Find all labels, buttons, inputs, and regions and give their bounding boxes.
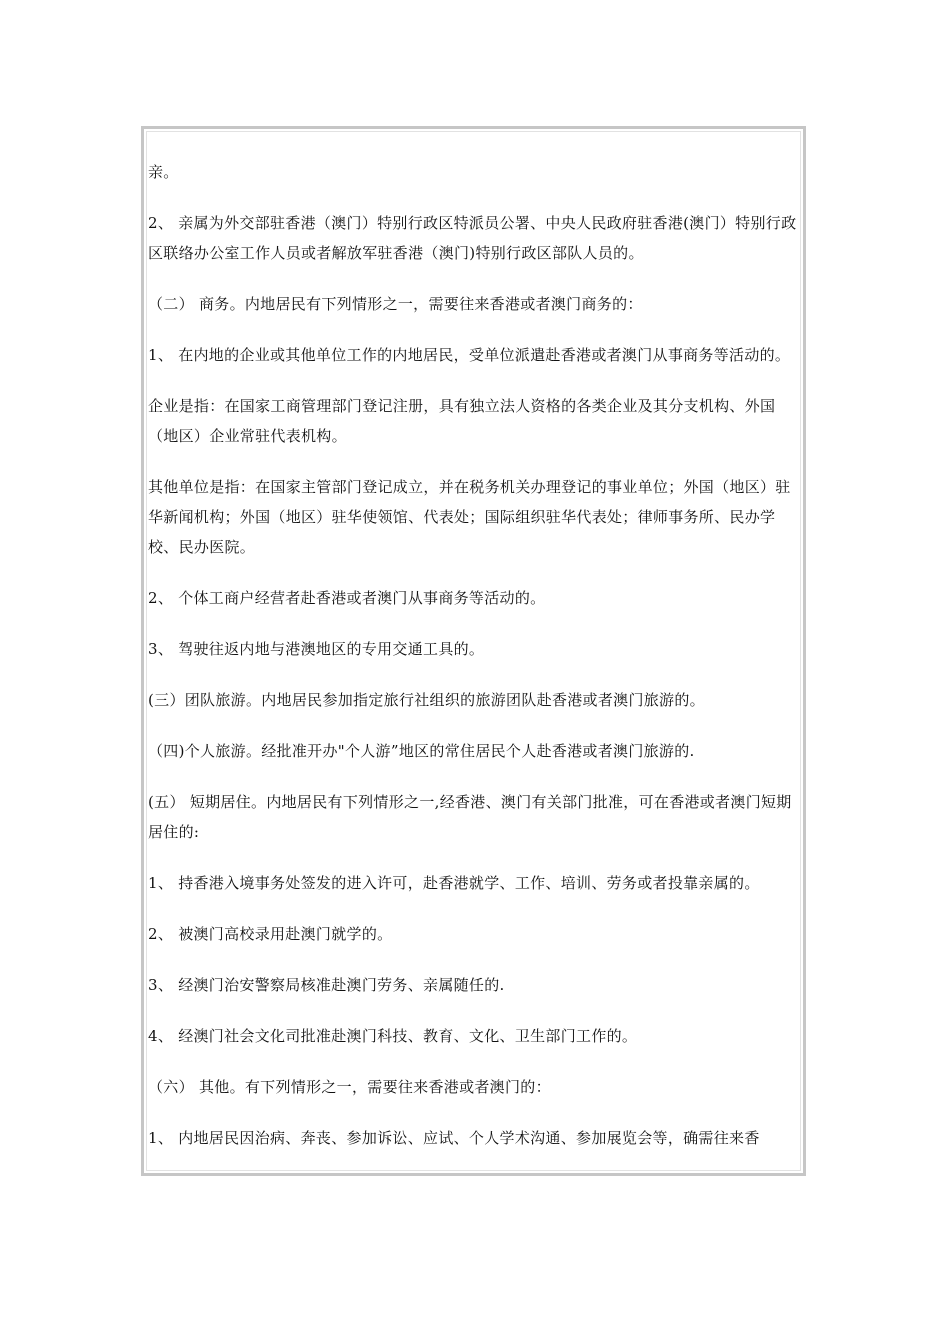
- paragraph: （二） 商务。内地居民有下列情形之一，需要往来香港或者澳门商务的：: [148, 295, 643, 313]
- paragraph: 2、 亲属为外交部驻香港（澳门）特别行政区特派员公署、中央人民政府驻香港(澳门）特别行政区联络办公室工作人员或者解放军驻香港（澳门)特别行政区部队人员的。: [148, 214, 797, 262]
- paragraph: 4、 经澳门社会文化司批准赴澳门科技、教育、文化、卫生部门工作的。: [148, 1027, 638, 1045]
- paragraph: （六） 其他。有下列情形之一，需要往来香港或者澳门的：: [148, 1078, 551, 1096]
- paragraph: 3、 经澳门治安警察局核准赴澳门劳务、亲属随任的.: [148, 976, 505, 994]
- paragraph: (五） 短期居住。内地居民有下列情形之一,经香港、澳门有关部门批准，可在香港或者澳门短期居住的:: [148, 793, 792, 841]
- document-frame: [141, 126, 806, 1176]
- document-body: [148, 157, 797, 1174]
- paragraph: 1、 内地居民因治病、奔丧、参加诉讼、应试、个人学术沟通、参加展览会等，确需往来香: [148, 1129, 760, 1147]
- paragraph: （四)个人旅游。经批准开办"个人游”地区的常住居民个人赴香港或者澳门旅游的.: [148, 742, 695, 760]
- paragraph: 其他单位是指：在国家主管部门登记成立，并在税务机关办理登记的事业单位；外国（地区）驻华新闻机构；外国（地区）驻华使领馆、代表处；国际组织驻华代表处；律师事务所、民办学校、民办医院。: [148, 478, 791, 556]
- paragraph: 企业是指：在国家工商管理部门登记注册，具有独立法人资格的各类企业及其分支机构、外国（地区）企业常驻代表机构。: [148, 397, 776, 445]
- paragraph: 2、 个体工商户经营者赴香港或者澳门从事商务等活动的。: [148, 589, 546, 607]
- paragraph: 1、 在内地的企业或其他单位工作的内地居民，受单位派遣赴香港或者澳门从事商务等活动的。: [148, 346, 791, 364]
- paragraph: 亲。: [148, 163, 179, 181]
- paragraph: 3、 驾驶往返内地与港澳地区的专用交通工具的。: [148, 640, 485, 658]
- paragraph: (三）团队旅游。内地居民参加指定旅行社组织的旅游团队赴香港或者澳门旅游的。: [148, 691, 705, 709]
- paragraph: 1、 持香港入境事务处签发的进入许可，赴香港就学、工作、培训、劳务或者投靠亲属的。: [148, 874, 760, 892]
- paragraph: 2、 被澳门高校录用赴澳门就学的。: [148, 925, 393, 943]
